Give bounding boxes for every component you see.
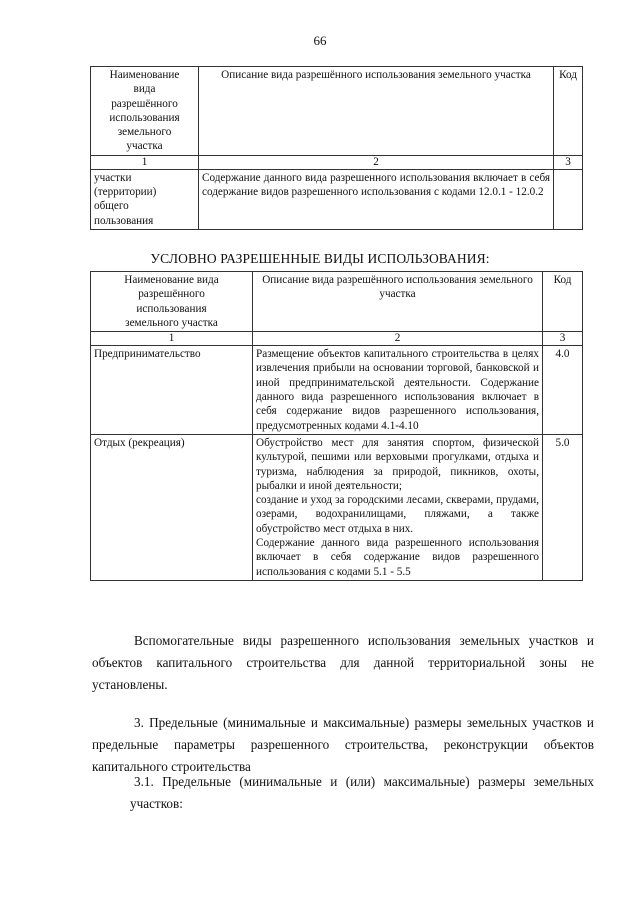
column-number: 2 — [253, 332, 543, 346]
column-number: 1 — [91, 332, 253, 346]
row-description-paragraph: Обустройство мест для занятия спортом, физической культурой, пешими или верховыми прогулками, отдыха и туризма, наблюдения за природой, пикников, охоты, рыбалки и иной деятельности; — [256, 436, 539, 492]
column-number: 1 — [91, 155, 199, 169]
table-conditional-uses — [90, 271, 583, 581]
column-number: 3 — [554, 155, 583, 169]
column-number-row — [91, 332, 583, 346]
section-3-1-line: участков: — [130, 796, 183, 811]
section-3-1-paragraph — [92, 771, 594, 815]
header-description-line: Описание вида разрешённого использования земельного — [262, 274, 533, 286]
header-name: Наименование вида разрешённого использования земельного участка — [91, 272, 253, 332]
section-3-heading: 3. Предельные (минимальные и максимальные) размеры земельных участков и предельные параметры разрешенного строительства, реконструкции объектов капитального строительства — [92, 715, 594, 774]
table-main-uses — [90, 66, 583, 230]
page-number: 66 — [313, 33, 327, 48]
column-number-row — [91, 155, 583, 169]
row-name: Предпринимательство — [91, 346, 253, 435]
header-code: Код — [554, 67, 583, 156]
row-code: 5.0 — [543, 434, 583, 580]
header-description-line: участка — [379, 288, 416, 301]
table-header-row — [91, 272, 583, 332]
row-name: Отдых (рекреация) — [91, 434, 253, 580]
column-number: 2 — [199, 155, 554, 169]
column-number: 3 — [543, 332, 583, 346]
header-description: Описание вида разрешённого использования земельного участка — [199, 67, 554, 156]
table-header-row — [91, 67, 583, 156]
header-description — [253, 272, 543, 332]
table-row — [91, 169, 583, 229]
table-row — [91, 346, 583, 435]
auxiliary-uses-paragraph: Вспомогательные виды разрешенного использования земельных участков и объектов капитального строительства для данной территориальной зоны не установлены. — [92, 633, 594, 692]
row-code: 4.0 — [543, 346, 583, 435]
row-description — [253, 346, 543, 435]
header-code: Код — [543, 272, 583, 332]
table-row — [91, 434, 583, 580]
header-name: Наименование вида разрешённого использования земельного участка — [91, 67, 199, 156]
row-description: Содержание данного вида разрешенного использования включает в себя содержание видов разрешенного использования с кодами 12.0.1 - 12.0.2 — [199, 169, 554, 229]
row-description — [253, 434, 543, 580]
row-name: участки (территории) общего пользования — [91, 169, 199, 229]
conditional-uses-title: УСЛОВНО РАЗРЕШЕННЫЕ ВИДЫ ИСПОЛЬЗОВАНИЯ: — [150, 251, 490, 266]
row-description-paragraph: Размещение объектов капитального строительства в целях извлечения прибыли на основании торговой, банковской и иной предпринимательской деятельности. Содержание данного вида разрешенного использования включает в себя содержание видов разрешенного использования, предусмотренных кодами 4.1-4.10 — [256, 348, 539, 432]
section-3-1-line: 3.1. Предельные (минимальные и (или) максимальные) размеры земельных — [134, 774, 594, 789]
row-description-paragraph: Содержание данного вида разрешенного использования включает в себя содержание видов разрешенного использования с кодами 5.1 - 5.5 — [256, 537, 539, 578]
row-code — [554, 169, 583, 229]
row-description-paragraph: создание и уход за городскими лесами, скверами, прудами, озерами, водохранилищами, пляжами, а также обустройство мест отдыха в них. — [256, 494, 539, 535]
